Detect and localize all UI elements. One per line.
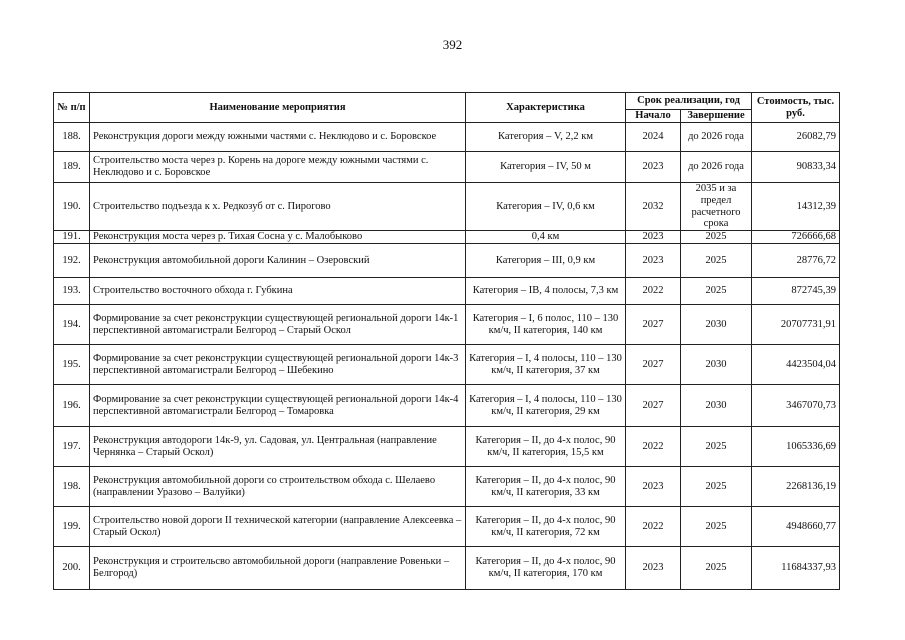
- row-number: 193.: [54, 278, 90, 305]
- row-end-year: 2030: [681, 345, 752, 385]
- row-cost: 3467070,73: [752, 385, 840, 427]
- header-end: Завершение: [681, 110, 752, 123]
- row-cost: 1065336,69: [752, 427, 840, 467]
- row-cost: 872745,39: [752, 278, 840, 305]
- row-number: 199.: [54, 507, 90, 547]
- row-characteristic: Категория – IV, 0,6 км: [466, 183, 626, 231]
- row-end-year: до 2026 года: [681, 123, 752, 152]
- row-number: 190.: [54, 183, 90, 231]
- row-start-year: 2027: [626, 385, 681, 427]
- row-number: 194.: [54, 305, 90, 345]
- row-end-year: 2025: [681, 427, 752, 467]
- row-cost: 90833,34: [752, 152, 840, 183]
- row-start-year: 2023: [626, 244, 681, 278]
- row-cost: 26082,79: [752, 123, 840, 152]
- row-characteristic: Категория – II, до 4-х полос, 90 км/ч, II категория, 33 км: [466, 467, 626, 507]
- row-end-year: 2025: [681, 244, 752, 278]
- table-row: [54, 305, 840, 345]
- row-name: Реконструкция и строительсво автомобильной дороги (направление Ровеньки – Белгород): [90, 547, 466, 590]
- row-characteristic: Категория – III, 0,9 км: [466, 244, 626, 278]
- header-characteristic: Характеристика: [466, 93, 626, 123]
- row-name: Реконструкция автомобильной дороги со строительством обхода с. Шелаево (направлении Уразово – Валуйки): [90, 467, 466, 507]
- table-row: [54, 278, 840, 305]
- table-row: [54, 427, 840, 467]
- row-characteristic: Категория – I, 4 полосы, 110 – 130 км/ч, II категория, 29 км: [466, 385, 626, 427]
- row-number: 196.: [54, 385, 90, 427]
- row-start-year: 2032: [626, 183, 681, 231]
- row-end-year: 2025: [681, 507, 752, 547]
- row-start-year: 2027: [626, 345, 681, 385]
- row-name: Строительство новой дороги II технической категории (направление Алексеевка – Старый Оскол): [90, 507, 466, 547]
- row-end-year: 2030: [681, 385, 752, 427]
- header-name: Наименование мероприятия: [90, 93, 466, 123]
- row-characteristic: Категория – IV, 50 м: [466, 152, 626, 183]
- row-start-year: 2023: [626, 467, 681, 507]
- row-characteristic: Категория – IB, 4 полосы, 7,3 км: [466, 278, 626, 305]
- row-number: 192.: [54, 244, 90, 278]
- row-start-year: 2022: [626, 507, 681, 547]
- row-name: Строительство восточного обхода г. Губкина: [90, 278, 466, 305]
- table-row: [54, 183, 840, 231]
- row-cost: 4948660,77: [752, 507, 840, 547]
- row-cost: 14312,39: [752, 183, 840, 231]
- row-start-year: 2024: [626, 123, 681, 152]
- row-cost: 28776,72: [752, 244, 840, 278]
- table-row: [54, 547, 840, 590]
- row-name: Строительство моста через р. Корень на дороге между южными частями с. Неклюдово и с. Боровское: [90, 152, 466, 183]
- table-row: [54, 507, 840, 547]
- row-cost: 11684337,93: [752, 547, 840, 590]
- row-number: 191.: [54, 231, 90, 244]
- row-cost: 2268136,19: [752, 467, 840, 507]
- row-end-year: 2025: [681, 547, 752, 590]
- row-name: Реконструкция автодороги 14к-9, ул. Садовая, ул. Центральная (направление Чернянка – Старый Оскол): [90, 427, 466, 467]
- row-name: Формирование за счет реконструкции существующей региональной дороги 14к-4 перспективной автомагистрали Белгород – Томаровка: [90, 385, 466, 427]
- row-name: Строительство подъезда к х. Редкозуб от с. Пирогово: [90, 183, 466, 231]
- row-name: Формирование за счет реконструкции существующей региональной дороги 14к-1 перспективной автомагистрали Белгород – Старый Оскол: [90, 305, 466, 345]
- table-row: [54, 152, 840, 183]
- row-start-year: 2023: [626, 547, 681, 590]
- row-name: Формирование за счет реконструкции существующей региональной дороги 14к-3 перспективной автомагистрали Белгород – Шебекино: [90, 345, 466, 385]
- row-cost: 4423504,04: [752, 345, 840, 385]
- row-end-year: 2030: [681, 305, 752, 345]
- header-num: № п/п: [54, 93, 90, 123]
- table-row: [54, 345, 840, 385]
- row-end-year: 2025: [681, 278, 752, 305]
- row-start-year: 2022: [626, 278, 681, 305]
- table-row: [54, 385, 840, 427]
- row-number: 197.: [54, 427, 90, 467]
- row-characteristic: Категория – II, до 4-х полос, 90 км/ч, II категория, 170 км: [466, 547, 626, 590]
- row-characteristic: Категория – I, 6 полос, 110 – 130 км/ч, II категория, 140 км: [466, 305, 626, 345]
- row-characteristic: Категория – II, до 4-х полос, 90 км/ч, II категория, 72 км: [466, 507, 626, 547]
- row-cost: 726666,68: [752, 231, 840, 244]
- roads-table: [53, 92, 840, 590]
- row-number: 189.: [54, 152, 90, 183]
- row-number: 200.: [54, 547, 90, 590]
- table-row: [54, 467, 840, 507]
- row-start-year: 2027: [626, 305, 681, 345]
- table-row: [54, 231, 840, 244]
- row-characteristic: Категория – V, 2,2 км: [466, 123, 626, 152]
- row-number: 188.: [54, 123, 90, 152]
- page-number: 392: [442, 37, 463, 52]
- row-end-year: 2035 и за предел расчетного срока: [681, 183, 752, 231]
- table-body: [54, 123, 840, 590]
- row-end-year: 2025: [681, 231, 752, 244]
- row-number: 195.: [54, 345, 90, 385]
- header-cost: Стоимость, тыс. руб.: [752, 93, 840, 123]
- row-name: Реконструкция дороги между южными частями с. Неклюдово и с. Боровское: [90, 123, 466, 152]
- row-cost: 20707731,91: [752, 305, 840, 345]
- row-end-year: 2025: [681, 467, 752, 507]
- row-number: 198.: [54, 467, 90, 507]
- row-start-year: 2023: [626, 152, 681, 183]
- row-characteristic: 0,4 км: [466, 231, 626, 244]
- row-start-year: 2022: [626, 427, 681, 467]
- table-row: [54, 123, 840, 152]
- header-start: Начало: [626, 110, 681, 123]
- row-name: Реконструкция моста через р. Тихая Сосна у с. Малобыково: [90, 231, 466, 244]
- row-characteristic: Категория – I, 4 полосы, 110 – 130 км/ч, II категория, 37 км: [466, 345, 626, 385]
- table-row: [54, 244, 840, 278]
- header-period: Срок реализации, год: [626, 93, 752, 110]
- row-start-year: 2023: [626, 231, 681, 244]
- row-name: Реконструкция автомобильной дороги Калинин – Озеровский: [90, 244, 466, 278]
- row-end-year: до 2026 года: [681, 152, 752, 183]
- row-characteristic: Категория – II, до 4-х полос, 90 км/ч, II категория, 15,5 км: [466, 427, 626, 467]
